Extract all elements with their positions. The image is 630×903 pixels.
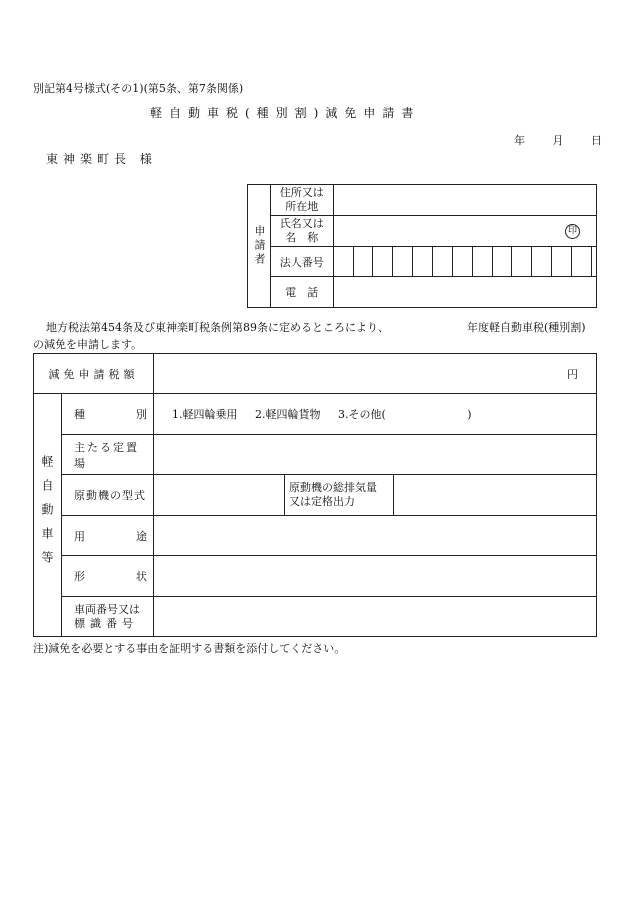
shape-field[interactable]: [154, 556, 597, 597]
amount-label: 減免申請税額: [34, 354, 154, 394]
corp-digit-2[interactable]: [353, 247, 373, 277]
engine-model-field[interactable]: [154, 475, 285, 516]
statement-line-2: の減免を申請します。: [33, 338, 143, 351]
corp-digit-10[interactable]: [512, 247, 532, 277]
address-label-1: 住所又は: [279, 186, 324, 199]
plate-field[interactable]: [154, 597, 597, 637]
plate-label-1: 車両番号又は: [74, 602, 140, 616]
corp-number-label: 法人番号: [270, 247, 333, 277]
address-field[interactable]: [333, 185, 596, 216]
corp-digit-4[interactable]: [393, 247, 413, 277]
displacement-label-1: 原動機の総排気量: [289, 481, 377, 494]
shape-label-cell: [62, 556, 154, 597]
engine-model-label: 原動機の型式: [62, 475, 154, 516]
corp-digit-6[interactable]: [432, 247, 452, 277]
corp-digit-end: [591, 247, 596, 277]
form-reference: 別記第4号様式(その1)(第5条、第7条関係): [33, 82, 244, 95]
corp-digit-5[interactable]: [413, 247, 433, 277]
address-label-2: 所在地: [285, 200, 319, 213]
displacement-field[interactable]: [394, 475, 597, 516]
type-option-1[interactable]: 1.軽四輪乗用: [172, 408, 238, 421]
footnote: 注)減免を必要とする事由を証明する書類を添付してください。: [33, 642, 346, 655]
type-options: [154, 394, 597, 435]
addressee: 東神楽町長 様: [46, 152, 157, 166]
type-label-2: 別: [136, 408, 147, 421]
corp-digit-9[interactable]: [492, 247, 512, 277]
name-label-cell: [270, 216, 333, 247]
corp-digit-7[interactable]: [452, 247, 472, 277]
plate-label-cell: [62, 597, 154, 637]
type-label-1: 種: [74, 408, 85, 421]
vehicle-group-label: 軽自動車等: [40, 455, 54, 575]
amount-unit: 円: [567, 367, 578, 381]
use-label-1: 用: [74, 529, 85, 543]
vehicle-group: [34, 394, 62, 637]
corp-digit-11[interactable]: [532, 247, 552, 277]
applicant-group-label: 申請者: [252, 225, 266, 267]
year-label: 年: [514, 134, 525, 147]
month-label: 月: [552, 134, 564, 147]
corp-digit-3[interactable]: [373, 247, 393, 277]
name-field[interactable]: [333, 216, 596, 247]
type-option-3[interactable]: 3.その他(: [338, 408, 386, 421]
statement-line-1-right: 年度軽自動車税(種別割): [467, 321, 586, 334]
date-line: [514, 132, 602, 148]
day-label: 日: [591, 134, 602, 147]
amount-field[interactable]: [154, 354, 597, 394]
use-field[interactable]: [154, 516, 597, 556]
shape-label-1: 形: [74, 570, 85, 583]
displacement-label-cell: [285, 475, 394, 516]
corp-digit-13[interactable]: [571, 247, 591, 277]
applicant-table: [247, 184, 597, 308]
name-label-2: 名 称: [285, 231, 319, 244]
displacement-label-2: 又は定格出力: [289, 495, 355, 508]
use-label-2: 途: [136, 529, 147, 543]
phone-field[interactable]: [333, 277, 596, 308]
seal-mark: 印: [565, 224, 580, 239]
address-label-cell: [270, 185, 333, 216]
type-label-cell: [62, 394, 154, 435]
applicant-group: [248, 185, 271, 308]
corp-digit-12[interactable]: [552, 247, 572, 277]
plate-label-2: 標識番号: [74, 616, 138, 630]
shape-label-2: 状: [136, 570, 147, 583]
details-table: [33, 353, 597, 637]
name-label-1: 氏名又は: [279, 217, 324, 230]
use-label-cell: [62, 516, 154, 556]
statement-line-1: 地方税法第454条及び東神楽町税条例第89条に定めるところにより、: [46, 321, 389, 334]
storage-field[interactable]: [154, 435, 597, 475]
corp-digit-1[interactable]: [333, 247, 353, 277]
form-title: 軽自動車税(種別割)減免申請書: [150, 106, 421, 120]
storage-label: 主たる定置場: [62, 435, 154, 475]
type-option-3-close: ): [467, 408, 472, 421]
phone-label: 電 話: [270, 277, 333, 308]
corp-digit-8[interactable]: [472, 247, 492, 277]
type-option-2[interactable]: 2.軽四輪貨物: [255, 408, 321, 421]
